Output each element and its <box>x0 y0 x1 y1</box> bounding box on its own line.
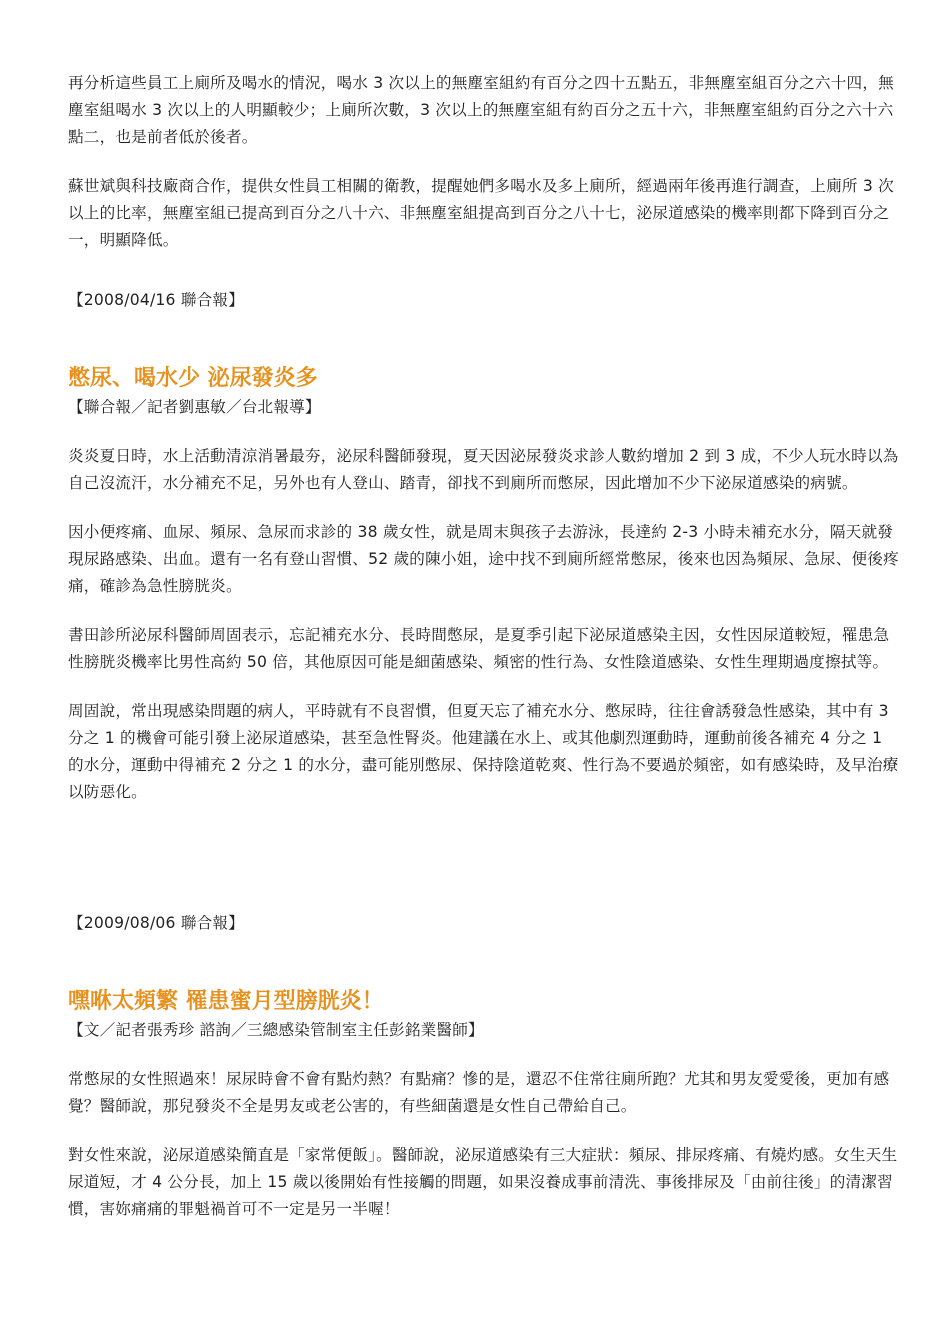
article-section-2 <box>68 364 902 828</box>
byline: 【聯合報／記者劉惠敏／台北報導】 <box>68 398 321 416</box>
paragraph: 蘇世斌與科技廠商合作，提供女性員工相關的衛教，提醒她們多喝水及多上廁所，經過兩年後再進行調查，上廁所 3 次以上的比率，無塵室組已提高到百分之八十六、非無塵室組提高到百分之八十七，泌尿道感染的機率則都下降到百分之一，明顯降低。 <box>68 177 894 249</box>
paragraph: 再分析這些員工上廁所及喝水的情況，喝水 3 次以上的無塵室組約有百分之四十五點五，非無塵室組百分之六十四，無塵室組喝水 3 次以上的人明顯較少；上廁所次數，3 次以上的無塵室組有約百分之五十六，非無塵室組約百分之六十六點二，也是前者低於後者。 <box>68 74 894 146</box>
article-section-1 <box>68 70 902 276</box>
paragraph: 因小便疼痛、血尿、頻尿、急尿而求診的 38 歲女性，就是周末與孩子去游泳，長達約 2-3 小時未補充水分，隔天就發現尿路感染、出血。還有一名有登山習慣、52 歲的陳小姐，途中找不到廁所經常憋尿，後來也因為頻尿、急尿、便後疼痛，確診為急性膀胱炎。 <box>68 523 899 595</box>
article-title: 憋尿、喝水少 泌尿發炎多 <box>68 366 318 391</box>
paragraph: 書田診所泌尿科醫師周固表示，忘記補充水分、長時間憋尿，是夏季引起下泌尿道感染主因，女性因尿道較短，罹患急性膀胱炎機率比男性高約 50 倍，其他原因可能是細菌感染、頻密的性行為、女性陰道感染、女性生理期過度擦拭等。 <box>68 626 890 671</box>
paragraph: 常憋尿的女性照過來！尿尿時會不會有點灼熱？有點痛？慘的是，還忍不住常往廁所跑？尤其和男友愛愛後，更加有感覺？醫師說，那兒發炎不全是男友或老公害的，有些細菌還是女性自己帶給自己。 <box>68 1070 890 1115</box>
paragraph: 對女性來說，泌尿道感染簡直是「家常便飯」。醫師說，泌尿道感染有三大症狀：頻尿、排尿疼痛、有燒灼感。女生天生尿道短，才 4 公分長，加上 15 歲以後開始有性接觸的問題，如果沒養成事前清洗、事後排尿及「由前往後」的清潔習慣，害妳痛痛的罪魁禍首可不一定是另一半喔！ <box>68 1146 898 1218</box>
paragraph: 周固說，常出現感染問題的病人，平時就有不良習慣，但夏天忘了補充水分、憋尿時，往往會誘發急性感染，其中有 3 分之 1 的機會可能引發上泌尿道感染，甚至急性腎炎。他建議在水上、或其他劇烈運動時，運動前後各補充 4 分之 1 的水分，運動中得補充 2 分之 1 的水分，盡可能別憋尿、保持陰道乾爽、性行為不要過於頻密，如有感染時，及早治療以防惡化。 <box>68 702 899 801</box>
dateline: 【2009/08/06 聯合報】 <box>68 914 245 932</box>
dateline: 【2008/04/16 聯合報】 <box>68 291 245 309</box>
article-section-3 <box>68 987 902 1245</box>
byline: 【文／記者張秀珍 諮詢／三總感染管制室主任彭銘業醫師】 <box>68 1021 484 1039</box>
paragraph: 炎炎夏日時，水上活動清涼消暑最夯，泌尿科醫師發現，夏天因泌尿發炎求診人數約增加 2 到 3 成，不少人玩水時以為自己沒流汗，水分補充不足，另外也有人登山、踏青，卻找不到廁所而憋尿，因此增加不少下泌尿道感染的病號。 <box>68 447 899 492</box>
article-title: 嘿咻太頻繁 罹患蜜月型膀胱炎！ <box>68 989 384 1014</box>
